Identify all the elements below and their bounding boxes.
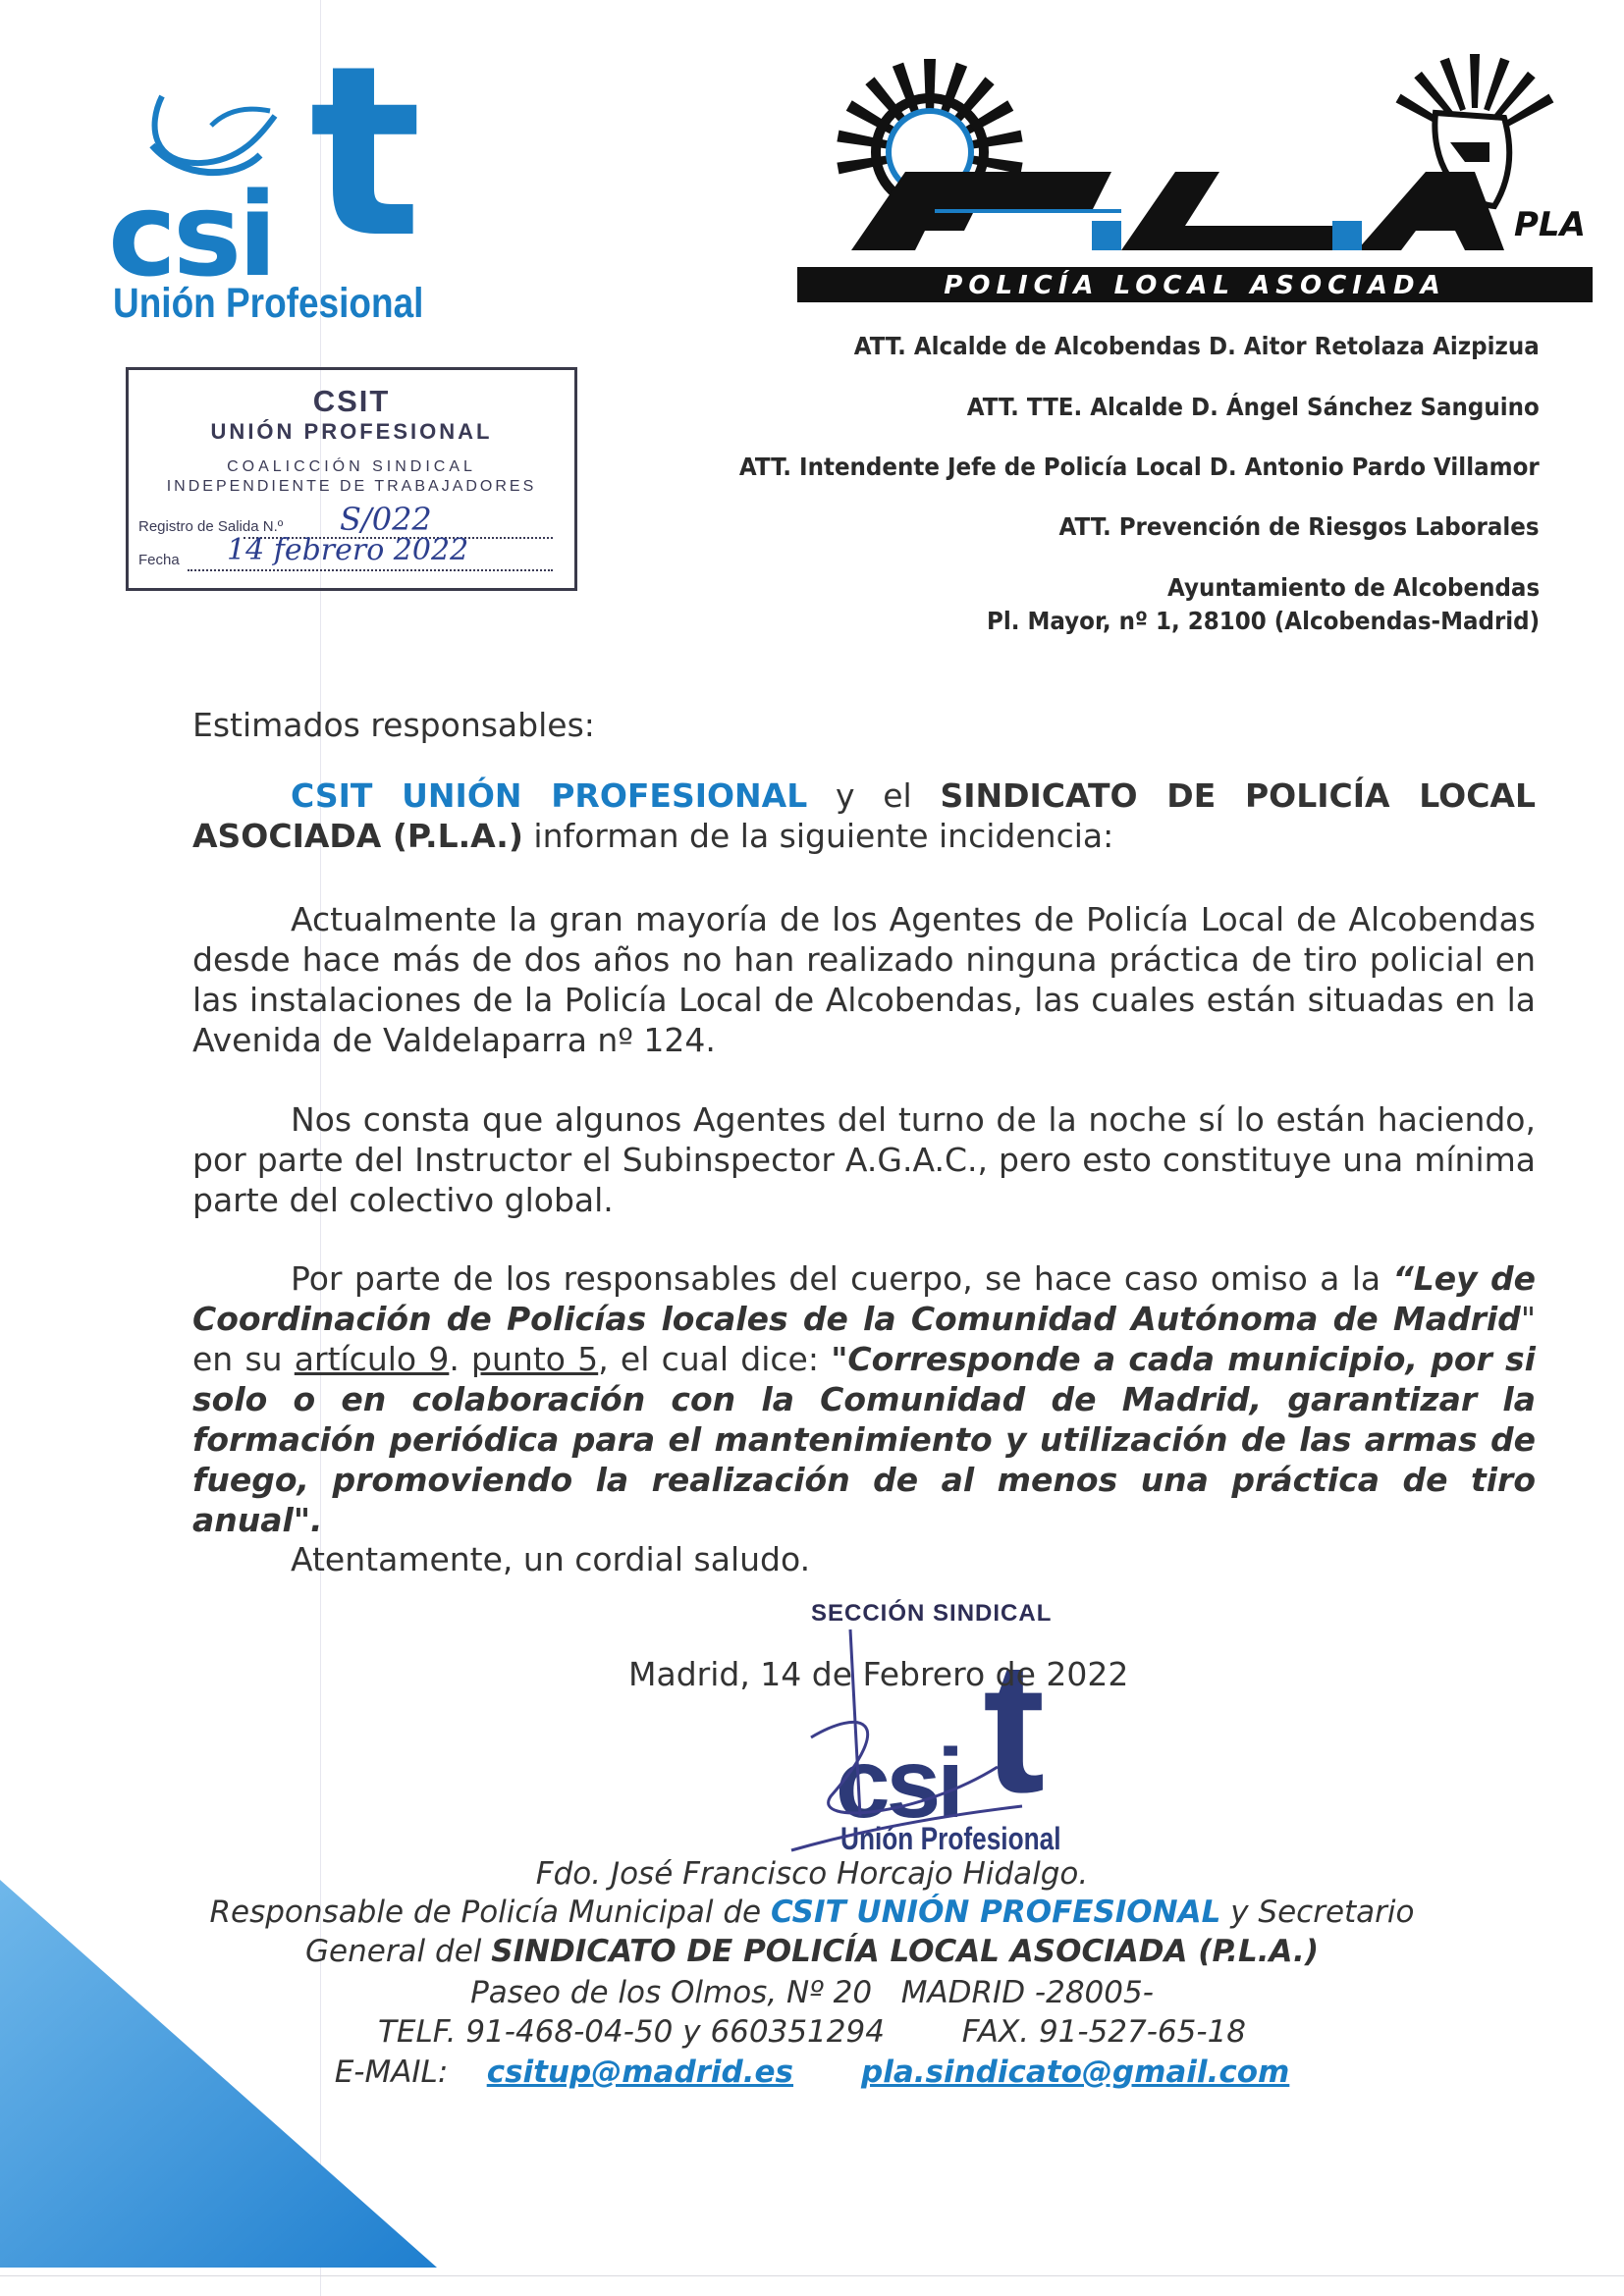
email-label: E-MAIL: xyxy=(334,2055,449,2090)
stamp-dotted-line xyxy=(188,569,553,571)
signature-address xyxy=(0,1975,1624,2010)
text: Por parte de los responsables del cuerpo, se hace caso omiso a la xyxy=(291,1259,1393,1298)
text: General del xyxy=(305,1934,492,1969)
email-link-csit[interactable]: csitup@madrid.es xyxy=(486,2055,794,2090)
signature-phone xyxy=(0,2014,1624,2050)
law-quote: "Corresponde a cada municipio, por si solo o en colaboración con la Comunidad de Madrid, garantizar la formación periódica para el mantenimiento y utilización de las armas de fuego, promoviendo la realización de al menos una práctica de tiro anual". xyxy=(192,1340,1536,1539)
signature-role-2 xyxy=(0,1934,1624,1969)
seal-top-text: SECCIÓN SINDICAL xyxy=(811,1600,1053,1627)
law-name: “Ley de Coordinación de Policías locales de la Comunidad Autónoma de Madrid xyxy=(192,1259,1536,1338)
stamp-fecha-value: 14 febrero 2022 xyxy=(227,533,469,567)
text: Fdo. José Francisco Horcajo Hidalgo. xyxy=(535,1856,1089,1892)
text: y el xyxy=(807,776,941,815)
org-csit: CSIT UNIÓN PROFESIONAL xyxy=(770,1895,1221,1930)
text: " en su xyxy=(192,1300,1536,1378)
stamp-registro-value: S/022 xyxy=(340,501,432,538)
org-pla: SINDICATO DE POLICÍA LOCAL ASOCIADA (P.L.A.) xyxy=(192,776,1536,855)
signature-email xyxy=(0,2055,1624,2090)
pla-logo xyxy=(797,49,1593,309)
org-csit: CSIT UNIÓN PROFESIONAL xyxy=(291,776,808,815)
text: y Secretario xyxy=(1220,1895,1415,1930)
recipient-line: ATT. Prevención de Riesgos Laborales xyxy=(1058,512,1540,541)
pla-banner-text: POLICÍA LOCAL ASOCIADA xyxy=(944,271,1446,300)
stamp-coalition-2: INDEPENDIENTE DE TRABAJADORES xyxy=(166,478,537,495)
text: Responsable de Policía Municipal de xyxy=(209,1895,771,1930)
seal-letter-t: t xyxy=(983,1624,1046,1832)
stamp-registro-label: Registro de Salida N.º xyxy=(138,518,284,535)
stamp-coalition-1: COALICCIÓN SINDICAL xyxy=(227,458,476,475)
signature-name xyxy=(0,1856,1624,1892)
closing: Atentamente, un cordial saludo. xyxy=(291,1540,811,1578)
pla-emblem-icon xyxy=(797,49,1593,309)
text: , el cual dice: xyxy=(598,1340,832,1378)
seal-bottom-text: Unión Profesional xyxy=(840,1821,1061,1856)
scan-bottom-line xyxy=(0,2275,1624,2276)
text: informan de la siguiente incidencia: xyxy=(522,817,1114,855)
recipient-line: ATT. TTE. Alcalde D. Ángel Sánchez Sanguino xyxy=(966,393,1540,421)
pla-helmet-tag: PLA xyxy=(1514,205,1586,244)
recipient-line: ATT. Intendente Jefe de Policía Local D. Antonio Pardo Villamor xyxy=(739,453,1540,481)
text: . xyxy=(449,1340,472,1378)
stamp-fecha-label: Fecha xyxy=(138,552,180,568)
org-pla: SINDICATO DE POLICÍA LOCAL ASOCIADA (P.L.A.) xyxy=(491,1934,1319,1969)
csit-logo xyxy=(108,15,432,327)
logo-subtitle: Unión Profesional xyxy=(113,280,424,327)
logo-letters-csi: csi xyxy=(108,167,274,302)
signature-role-1 xyxy=(0,1895,1624,1930)
point-ref: punto 5 xyxy=(471,1340,599,1378)
registration-stamp xyxy=(126,367,577,591)
letter-date: Madrid, 14 de Febrero de 2022 xyxy=(628,1655,1129,1693)
paragraph-intro xyxy=(192,775,1536,856)
logo-letter-t: t xyxy=(309,15,422,290)
text: TELF. 91-468-04-50 y 660351294 FAX. 91-527-65-18 xyxy=(377,2014,1247,2050)
article-ref: artículo 9 xyxy=(294,1340,450,1378)
stamp-subtitle: UNIÓN PROFESIONAL xyxy=(210,419,493,444)
paragraph-law xyxy=(192,1258,1536,1540)
seal-letters-csi: csi xyxy=(836,1729,961,1839)
text: Paseo de los Olmos, Nº 20 MADRID -28005- xyxy=(470,1975,1154,2010)
recipient-line: ATT. Alcalde de Alcobendas D. Aitor Retolaza Aizpizua xyxy=(853,332,1540,360)
greeting: Estimados responsables: xyxy=(192,706,595,744)
address-line: Ayuntamiento de Alcobendas xyxy=(1166,573,1540,602)
paragraph-incident: Actualmente la gran mayoría de los Agentes de Policía Local de Alcobendas desde hace más de dos años no han realizado ninguna práctica de tiro policial en las instalaciones de la Policía Local de Alcobendas, las cuales están situadas en la Avenida de Valdelaparra nº 124. xyxy=(192,900,1536,1059)
paragraph-night-shift: Nos consta que algunos Agentes del turno de la noche sí lo están haciendo, por parte del Instructor el Subinspector A.G.A.C., pero esto constituye una mínima parte del colectivo global. xyxy=(192,1100,1536,1219)
stamp-title: CSIT xyxy=(312,384,391,418)
address-line: Pl. Mayor, nº 1, 28100 (Alcobendas-Madrid) xyxy=(986,607,1540,635)
union-seal xyxy=(811,1580,1125,1865)
email-link-pla[interactable]: pla.sindicato@gmail.com xyxy=(861,2055,1290,2090)
